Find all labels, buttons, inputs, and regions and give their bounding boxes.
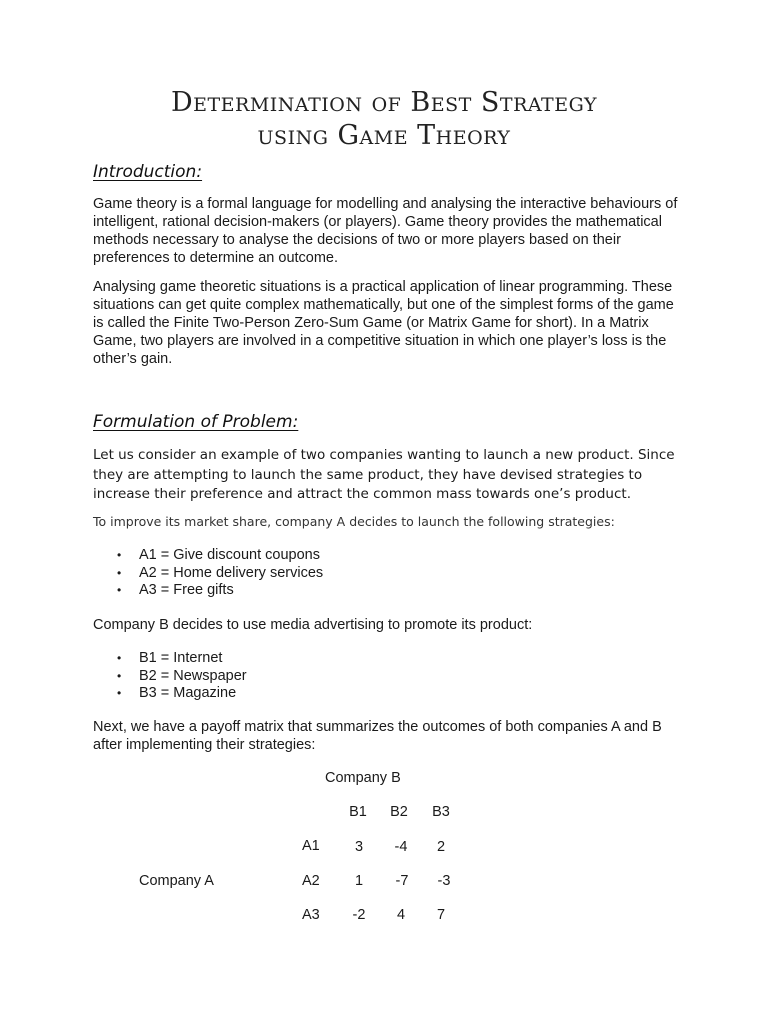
matrix-row-header: A3 [302,907,320,923]
bullet-icon: • [117,583,122,597]
list-item: • A1 = Give discount coupons [117,547,320,563]
matrix-cell: 2 [436,839,446,855]
list-item: • B1 = Internet [117,650,223,666]
matrix-row-player: Company A [139,873,214,889]
matrix-col-header: B2 [390,804,408,820]
matrix-cell: -7 [395,873,409,889]
page-title [0,86,768,152]
formulation-paragraph-1: Let us consider an example of two companies wanting to launch a new product. Since they are attempting to launch the same product, they have devised strategies to increase their preference and attract the common mass towards one’s product. [93,447,675,502]
bullet-icon: • [117,565,122,580]
matrix-row-header: A2 [302,873,320,889]
bullet-icon: • [117,548,122,562]
introduction-paragraph-1: Game theory is a formal language for modelling and analysing the interactive behaviours of intelligent, rational decision-makers (or players). Game theory provides the mathematical methods necessary to analyse the decisions of two or more players based on their preferences to determine an outcome. [93,196,678,266]
list-item: • B2 = Newspaper [117,667,247,684]
introduction-paragraph-2: Analysing game theoretic situations is a practical application of linear programming. These situations can get quite complex mathematically, but one of the simplest forms of the game is called the Finite Two-Person Zero-Sum Game (or Matrix Game for short). In a Matrix Game, two players are involved in a competitive situation in which one player’s loss is the other’s gain. [93,279,674,367]
matrix-column-player: Company B [325,770,401,786]
matrix-col-header: B3 [432,804,450,820]
matrix-cell: -3 [437,873,451,889]
title-line-1: Determination of Best Strategy [170,87,597,118]
matrix-cell: -2 [352,907,366,923]
matrix-cell: 3 [354,839,364,855]
matrix-col-header: B1 [349,804,367,820]
list-item: • B3 = Magazine [117,685,237,701]
bullet-icon: • [117,651,122,665]
list-item: • A2 = Home delivery services [117,564,324,581]
matrix-cell: 1 [354,873,364,889]
title-line-2: using Game Theory [257,120,511,151]
bullet-icon: • [117,668,122,683]
company-b-strategy-list [93,650,247,703]
matrix-cell: 4 [396,907,406,923]
list-item: • A3 = Free gifts [117,582,234,598]
formulation-paragraph-3: Company B decides to use media advertising to promote its product: [93,617,533,633]
formulation-paragraph-2: To improve its market share, company A decides to launch the following strategies: [93,514,615,529]
matrix-row-header: A1 [302,838,320,854]
matrix-cell: 7 [436,907,446,923]
matrix-cell: -4 [394,839,408,855]
introduction-heading: Introduction: [93,162,203,182]
bullet-icon: • [117,686,122,700]
company-a-strategy-list [93,547,323,600]
formulation-paragraph-4: Next, we have a payoff matrix that summarizes the outcomes of both companies A and B after implementing their strategies: [93,719,662,753]
formulation-heading: Formulation of Problem: [93,412,299,432]
